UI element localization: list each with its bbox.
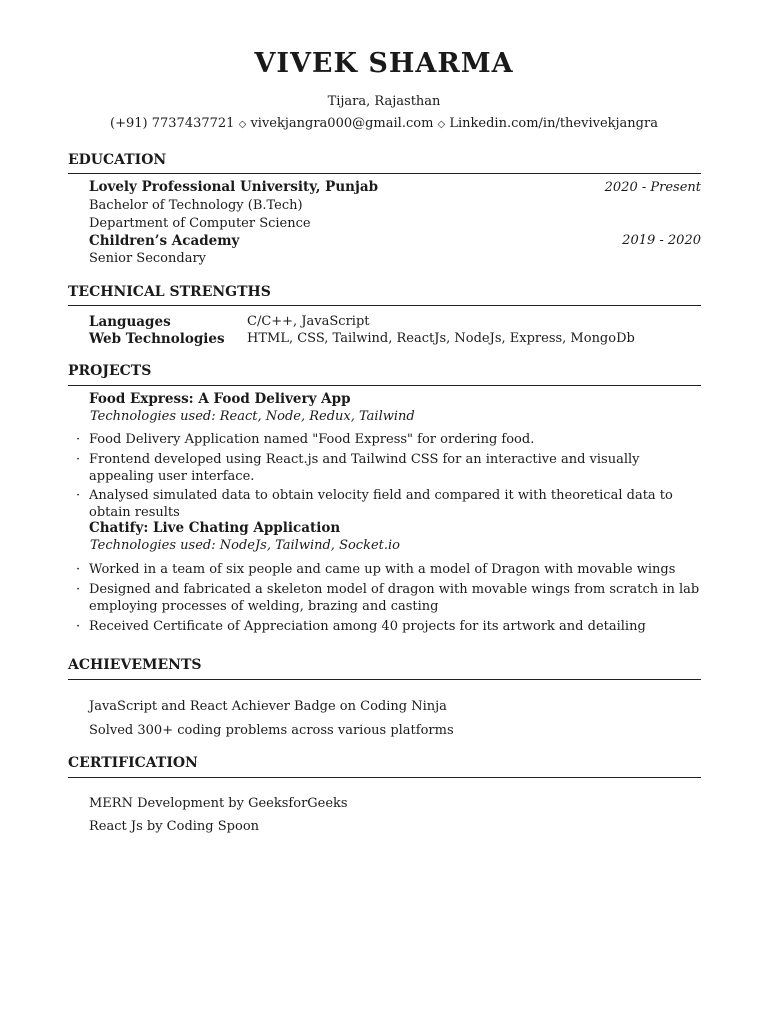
section-divider [68,777,701,778]
project-title: Food Express: A Food Delivery App [89,391,351,407]
education-dates: 2020 - Present [604,180,701,195]
bullet-icon: · [76,432,81,447]
section-divider [68,385,701,386]
project-bullet: Food Delivery Application named "Food Express" for ordering food. [89,432,535,447]
linkedin-link[interactable]: Linkedin.com/in/thevivekjangra [449,116,658,131]
section-divider [68,305,701,306]
project-title: Chatify: Live Chating Application [89,520,341,536]
skill-label: Web Technologies [89,331,225,347]
achievement-item: JavaScript and React Achiever Badge on Coding Ninja [89,699,447,714]
section-title-certification: CERTIFICATION [68,755,198,771]
separator-icon: ◇ [238,119,247,130]
bullet-icon: · [76,562,81,577]
section-title-technical: TECHNICAL STRENGTHS [68,284,271,300]
education-dates: 2019 - 2020 [622,233,701,248]
certification-item: React Js by Coding Spoon [89,819,260,834]
contact-line [0,116,768,131]
section-divider [68,679,701,680]
education-department: Department of Computer Science [89,216,311,231]
bullet-icon: · [76,582,81,597]
bullet-icon: · [76,488,81,503]
section-divider [68,173,701,174]
education-institution: Lovely Professional University, Punjab [89,179,379,195]
resume-name: VIVEK SHARMA [254,48,514,79]
project-bullet: Frontend developed using React.js and Tailwind CSS for an interactive and visually appealing user interface. [89,452,640,484]
location: Tijara, Rajasthan [327,94,441,109]
education-institution: Children’s Academy [89,233,240,249]
education-degree: Bachelor of Technology (B.Tech) [89,198,303,213]
project-bullet: Analysed simulated data to obtain velocity field and compared it with theoretical data to obtain results [89,488,673,520]
certification-item: MERN Development by GeeksforGeeks [89,796,348,811]
bullet-icon: · [76,619,81,634]
section-title-education: EDUCATION [68,152,167,168]
bullet-icon: · [76,452,81,467]
project-technologies: Technologies used: React, Node, Redux, Tailwind [90,409,415,424]
separator-icon: ◇ [437,119,446,130]
section-title-projects: PROJECTS [68,363,152,379]
project-bullet: Received Certificate of Appreciation among 40 projects for its artwork and detailing [89,619,646,634]
project-bullet: Worked in a team of six people and came up with a model of Dragon with movable wings [89,562,676,577]
project-technologies: Technologies used: NodeJs, Tailwind, Socket.io [90,538,401,553]
skill-value: HTML, CSS, Tailwind, ReactJs, NodeJs, Express, MongoDb [247,331,635,346]
skill-value: C/C++, JavaScript [247,314,370,329]
email-link[interactable]: vivekjangra000@gmail.com [250,116,434,131]
section-title-achievements: ACHIEVEMENTS [68,657,202,673]
achievement-item: Solved 300+ coding problems across various platforms [89,723,454,738]
education-level: Senior Secondary [89,251,207,266]
project-bullet: Designed and fabricated a skeleton model of dragon with movable wings from scratch in lab employing processes of welding, brazing and casting [89,582,700,614]
phone: (+91) 7737437721 [110,116,235,131]
skill-label: Languages [89,314,171,330]
